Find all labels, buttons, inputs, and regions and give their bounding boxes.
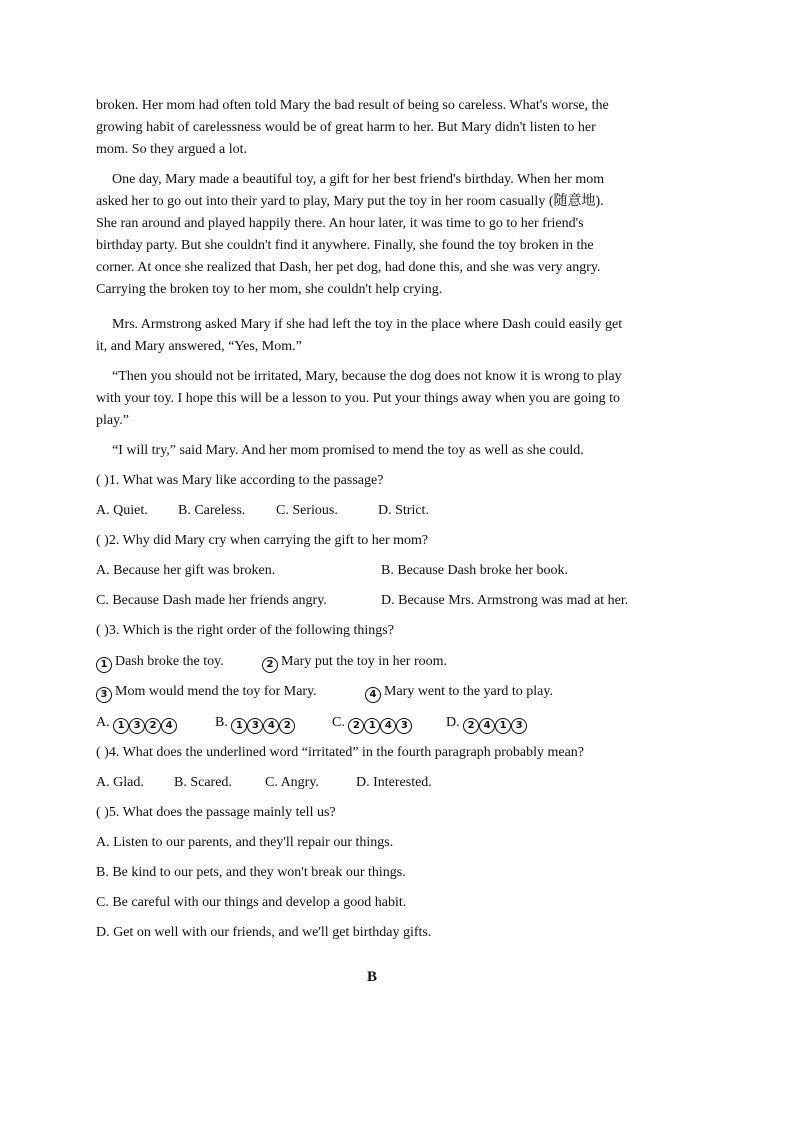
section-heading-b: B <box>367 969 378 985</box>
circled-number: 3 <box>129 718 145 734</box>
circled-number: 2 <box>279 718 295 734</box>
event-text: Mary went to the yard to play. <box>384 684 553 699</box>
circled-number: 3 <box>247 718 263 734</box>
q1-option-d[interactable]: D. Strict. <box>378 503 429 518</box>
question-1-stem: ( )1. What was Mary like according to the passage? <box>96 473 384 488</box>
passage-line: growing habit of carelessness would be of great harm to her. But Mary didn't listen to her <box>96 120 596 135</box>
q4-option-a[interactable]: A. Glad. <box>96 775 144 790</box>
circled-number: 2 <box>463 718 479 734</box>
option-letter: C. <box>332 715 345 730</box>
q5-option-d[interactable]: D. Get on well with our friends, and we'll get birthday gifts. <box>96 925 432 940</box>
circled-number: 3 <box>396 718 412 734</box>
circled-number: 4 <box>380 718 396 734</box>
q5-option-b[interactable]: B. Be kind to our pets, and they won't break our things. <box>96 865 406 880</box>
passage-line: asked her to go out into their yard to play, Mary put the toy in her room casually (随意地). <box>96 194 604 209</box>
circled-number: 3 <box>511 718 527 734</box>
q3-option-a[interactable] <box>96 712 177 734</box>
passage-line: play.” <box>96 413 129 428</box>
circled-number: 2 <box>348 718 364 734</box>
passage-line: Mrs. Armstrong asked Mary if she had left the toy in the place where Dash could easily get <box>112 317 623 332</box>
q5-option-a[interactable]: A. Listen to our parents, and they'll repair our things. <box>96 835 394 850</box>
circled-number: 4 <box>161 718 177 734</box>
q1-option-b[interactable]: B. Careless. <box>178 503 246 518</box>
passage-line: mom. So they argued a lot. <box>96 142 247 157</box>
option-letter: D. <box>446 715 460 730</box>
passage-line: corner. At once she realized that Dash, her pet dog, had done this, and she was very angry. <box>96 260 601 275</box>
passage-line: birthday party. But she couldn't find it anywhere. Finally, she found the toy broken in the <box>96 238 594 253</box>
passage-line: She ran around and played happily there. An hour later, it was time to go to her friend's <box>96 216 584 231</box>
passage-paragraph-4 <box>96 366 696 432</box>
passage-line: broken. Her mom had often told Mary the bad result of being so careless. What's worse, the <box>96 98 609 113</box>
circled-number: 4 <box>479 718 495 734</box>
passage-line: Carrying the broken toy to her mom, she couldn't help crying. <box>96 282 443 297</box>
q2-option-b[interactable]: B. Because Dash broke her book. <box>381 563 569 578</box>
circled-number: 1 <box>231 718 247 734</box>
circled-number-4: 4 <box>365 687 381 703</box>
q3-event-3 <box>96 681 317 703</box>
q4-option-b[interactable]: B. Scared. <box>174 775 232 790</box>
passage-paragraph-2 <box>96 169 696 301</box>
circled-number: 1 <box>364 718 380 734</box>
circled-number: 2 <box>145 718 161 734</box>
passage-paragraph-1 <box>96 95 696 161</box>
circled-number-3: 3 <box>96 687 112 703</box>
q3-event-2 <box>262 651 447 673</box>
option-letter: B. <box>215 715 228 730</box>
circled-number-2: 2 <box>262 657 278 673</box>
q4-option-c[interactable]: C. Angry. <box>265 775 319 790</box>
q3-option-d[interactable] <box>446 712 527 734</box>
option-letter: A. <box>96 715 110 730</box>
q1-option-c[interactable]: C. Serious. <box>276 503 338 518</box>
passage-paragraph-5 <box>96 440 696 462</box>
q2-option-d[interactable]: D. Because Mrs. Armstrong was mad at her. <box>381 593 629 608</box>
q1-option-a[interactable]: A. Quiet. <box>96 503 148 518</box>
circled-number: 1 <box>495 718 511 734</box>
circled-number: 4 <box>263 718 279 734</box>
question-4-stem: ( )4. What does the underlined word “irritated” in the fourth paragraph probably mean? <box>96 745 585 760</box>
question-2-stem: ( )2. Why did Mary cry when carrying the gift to her mom? <box>96 533 429 548</box>
circled-number-1: 1 <box>96 657 112 673</box>
q4-option-d[interactable]: D. Interested. <box>356 775 432 790</box>
event-text: Dash broke the toy. <box>115 654 224 669</box>
q3-option-c[interactable] <box>332 712 412 734</box>
event-text: Mary put the toy in her room. <box>281 654 448 669</box>
passage-line: it, and Mary answered, “Yes, Mom.” <box>96 339 302 354</box>
q3-event-4 <box>365 681 553 703</box>
passage-line: “Then you should not be irritated, Mary, because the dog does not know it is wrong to play <box>112 369 622 384</box>
passage-line: “I will try,” said Mary. And her mom promised to mend the toy as well as she could. <box>112 443 584 458</box>
q3-event-1 <box>96 651 224 673</box>
passage-line: with your toy. I hope this will be a lesson to you. Put your things away when you are going to <box>96 391 621 406</box>
q5-option-c[interactable]: C. Be careful with our things and develop a good habit. <box>96 895 407 910</box>
q2-option-c[interactable]: C. Because Dash made her friends angry. <box>96 593 327 608</box>
circled-number: 1 <box>113 718 129 734</box>
question-5-stem: ( )5. What does the passage mainly tell us? <box>96 805 336 820</box>
event-text: Mom would mend the toy for Mary. <box>115 684 317 699</box>
passage-paragraph-3 <box>96 314 696 358</box>
q3-option-b[interactable] <box>215 712 295 734</box>
passage-line: One day, Mary made a beautiful toy, a gift for her best friend's birthday. When her mom <box>112 172 605 187</box>
question-3-stem: ( )3. Which is the right order of the following things? <box>96 623 394 638</box>
q2-option-a[interactable]: A. Because her gift was broken. <box>96 563 276 578</box>
